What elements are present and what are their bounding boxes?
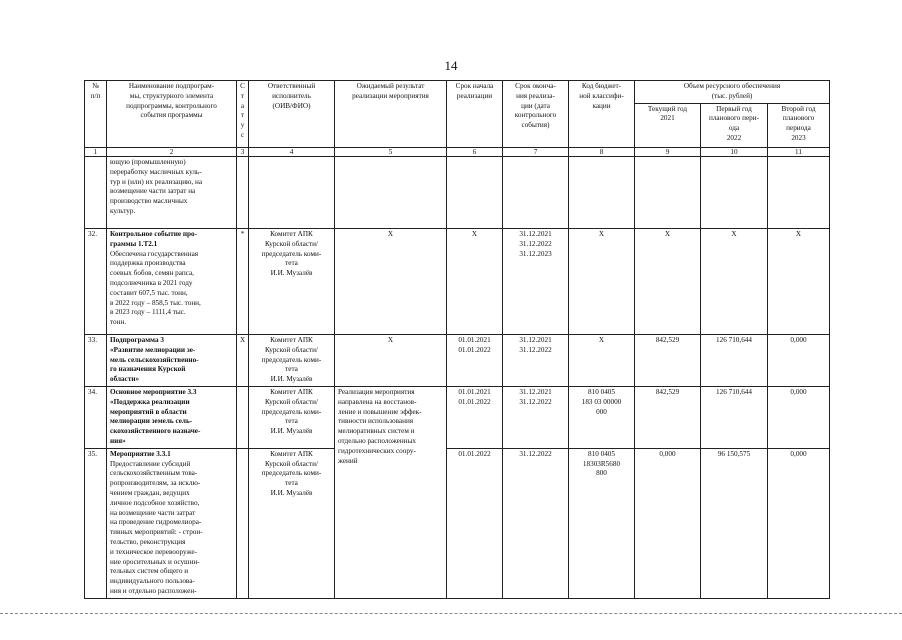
text-line: 2023 (791, 133, 806, 142)
text-line: мелиорации земель сель- (110, 417, 193, 426)
row-number: 33. (85, 335, 107, 387)
text-line: ции (дата (521, 101, 550, 110)
text-line: граммы 1.Т2.1 (110, 239, 158, 248)
amount-2023: 0,000 (768, 448, 830, 598)
text-line: тета (285, 417, 298, 426)
text-line: кации (592, 101, 611, 110)
executor-cell (249, 335, 335, 387)
text-line: 31.12.2023 (519, 249, 552, 258)
header-year-2022 (701, 103, 768, 147)
col-number: 9 (635, 147, 701, 157)
text-line: скохозяйственного назначе- (110, 427, 201, 436)
text-line: 31.12.2022 (519, 239, 552, 248)
text-line: тивности использования (338, 417, 414, 426)
header-volume (635, 81, 830, 104)
col-number: 4 (249, 147, 335, 157)
text-line: 810 0405 (588, 449, 615, 458)
text-line: индивидуального пользова- (110, 577, 195, 586)
row-number: 32. (85, 229, 107, 335)
text-line: в 2022 году – 858,5 тыс. тонн, (110, 298, 201, 307)
text-line: (ОИВ/ФИО) (272, 101, 311, 110)
text-line: 31.12.2022 (519, 397, 552, 406)
text-line: а (240, 101, 245, 110)
text-line: т (240, 111, 245, 120)
text-line: контрольного (514, 111, 557, 120)
text-line: подсолнечника в 2021 году (110, 279, 193, 288)
text-line: планового (782, 114, 815, 123)
amount-2023: 0,000 (768, 387, 830, 449)
text-line: тур и (или) их реализацию, на (110, 177, 203, 186)
result-cell (335, 387, 447, 599)
text-line: события) (521, 121, 550, 130)
text-line: ной классифи- (579, 91, 624, 100)
text-line: ление и повышение эффек- (338, 407, 422, 416)
text-line: 01.01.2021 (458, 388, 491, 397)
text-line: гидротехнических соору- (338, 446, 416, 455)
text-line: И.И. Музалёв (270, 489, 313, 498)
code-cell: X (569, 335, 635, 387)
text-line: го назначения Курской (110, 365, 186, 374)
col-number: 11 (768, 147, 830, 157)
header-year-2023 (768, 103, 830, 147)
name-cell (107, 157, 237, 229)
text-line: И.И. Музалёв (270, 427, 313, 436)
text-line: чением граждан, ведущих (110, 489, 190, 498)
text-line: направлена на восстанов- (338, 397, 417, 406)
header-code (569, 81, 635, 148)
text-line: «Поддержка реализации (110, 397, 190, 406)
text-line: ния реализа- (516, 91, 555, 100)
text-line: 31.12.2021 (519, 230, 552, 239)
start-cell (447, 387, 503, 449)
end-cell (503, 335, 569, 387)
col-number: 6 (447, 147, 503, 157)
text-line: Мероприятие 3.3.1 (110, 449, 171, 458)
start-cell: 01.01.2022 (447, 448, 503, 598)
text-line: Курской области/ (264, 397, 319, 406)
text-line: п/п (90, 91, 101, 100)
text-line: поддержка производства (110, 259, 186, 268)
text-line: 01.01.2022 (458, 397, 491, 406)
text-line: события программы (140, 111, 203, 120)
text-line: сельскохозяйственным това- (110, 469, 198, 478)
text-line: Код бюджет- (581, 82, 622, 90)
text-line: 31.12.2021 (519, 336, 552, 345)
amount-2022: X (701, 229, 768, 335)
col-number: 3 (237, 147, 249, 157)
text-line: на возмещение части затрат (110, 508, 196, 517)
end-cell: 31.12.2022 (503, 448, 569, 598)
text-line: жений (338, 456, 358, 465)
text-line: подпрограммы, контрольного (126, 101, 217, 110)
result-cell: X (335, 335, 447, 387)
text-line: Предоставление субсидий (110, 459, 191, 468)
text-line: ние оросительных и осушин- (110, 557, 200, 566)
text-line: 01.01.2021 (458, 336, 491, 345)
text-line: отдельно расположенных (338, 437, 416, 446)
col-number: 2 (107, 147, 237, 157)
text-line: реализации мероприятия (352, 91, 429, 100)
text-line: тета (285, 259, 298, 268)
header-status (237, 81, 249, 148)
text-line: Реализация мероприятия (338, 388, 415, 397)
status-cell: X (237, 335, 249, 387)
text-line: и техническое перевооруже- (110, 547, 197, 556)
text-line: тета (285, 479, 298, 488)
name-cell (107, 448, 237, 598)
col-number: 8 (569, 147, 635, 157)
amount-2023: X (768, 229, 830, 335)
scan-edge-line (0, 613, 902, 614)
text-line: составит 607,5 тыс. тонн, (110, 288, 188, 297)
amount-2023: 0,000 (768, 335, 830, 387)
text-line: области» (110, 375, 140, 384)
text-line: мель сельскохозяйственно- (110, 355, 199, 364)
text-line: Комитет АПК (270, 388, 313, 397)
text-line: Ответственный (267, 82, 316, 90)
text-line: Текущий год (647, 104, 688, 113)
executor-cell (249, 387, 335, 449)
table-row (85, 335, 830, 387)
text-line: 800 (596, 469, 607, 478)
text-line: ющую (промышленную) (110, 158, 186, 167)
text-line: личное подсобное хозяйство, (110, 498, 200, 507)
text-line: мероприятий в области (110, 407, 187, 416)
text-line: Комитет АПК (270, 449, 313, 458)
row-number: 35. (85, 448, 107, 598)
text-line: Ожидаемый результат (356, 82, 425, 90)
header-executor (249, 81, 335, 148)
code-cell (569, 387, 635, 449)
text-line: соевых бобов, семян рапса, (110, 269, 194, 278)
text-line: председатель коми- (261, 355, 322, 364)
text-line: тельство, реконструкция (110, 538, 186, 547)
text-line: Контрольное событие про- (110, 230, 198, 239)
header-num (85, 81, 107, 148)
text-line: Основное мероприятие 3.3 (110, 388, 197, 397)
table-row (85, 448, 830, 598)
text-line: периода (786, 124, 811, 133)
amount-2021: 842,529 (635, 335, 701, 387)
text-line: 31.12.2022 (519, 345, 552, 354)
text-line: планового пери- (708, 114, 760, 123)
text-line: мы, структурного элемента (129, 91, 214, 100)
text-line: мелиоративных систем и (338, 427, 415, 436)
status-cell: * (237, 229, 249, 335)
header-start (447, 81, 503, 148)
text-line: ода (728, 124, 740, 133)
text-line: Второй год (781, 104, 816, 113)
amount-2022: 96 150,575 (701, 448, 768, 598)
col-number: 10 (701, 147, 768, 157)
text-line: производство масличных (110, 197, 188, 206)
col-number: 5 (335, 147, 447, 157)
name-cell (107, 335, 237, 387)
start-cell (447, 335, 503, 387)
text-line: 2021 (660, 114, 675, 123)
text-line: 000 (596, 407, 607, 416)
text-line: в 2023 году – 1111,4 тыс. (110, 308, 186, 317)
code-cell (569, 448, 635, 598)
text-line: Курской области/ (264, 345, 319, 354)
text-line: возмещение части затрат на (110, 187, 196, 196)
text-line: № (92, 82, 99, 90)
table-row (85, 229, 830, 335)
start-cell: X (447, 229, 503, 335)
text-line: С (240, 82, 245, 90)
end-cell (503, 229, 569, 335)
text-line: председатель коми- (261, 469, 322, 478)
text-line: Обеспечена государственная (110, 249, 199, 258)
text-line: переработку масличных куль- (110, 167, 202, 176)
text-line: 810 0405 (588, 388, 615, 397)
name-cell (107, 229, 237, 335)
text-line: «Развитие мелиорации зе- (110, 345, 196, 354)
col-number: 7 (503, 147, 569, 157)
program-table (84, 80, 830, 599)
text-line: тивных мероприятий: - строи- (110, 528, 203, 537)
text-line: Курской области/ (264, 459, 319, 468)
text-line: Комитет АПК (270, 336, 313, 345)
row-number: 34. (85, 387, 107, 449)
executor-cell (249, 448, 335, 598)
text-line: Подпрограмма 3 (110, 336, 164, 345)
text-line: Первый год (716, 104, 752, 113)
amount-2022: 126 710,644 (701, 335, 768, 387)
executor-cell (249, 229, 335, 335)
header-year-2021 (635, 103, 701, 147)
text-line: Объем ресурсного обеспечения (683, 82, 781, 90)
text-line: (тыс. рублей) (711, 91, 753, 100)
text-line: председатель коми- (261, 407, 322, 416)
text-line: 01.01.2022 (458, 345, 491, 354)
text-line: 18303R5680 (582, 459, 621, 468)
text-line: т (240, 91, 245, 100)
end-cell (503, 387, 569, 449)
text-line: культур. (110, 207, 136, 216)
text-line: И.И. Музалёв (270, 375, 313, 384)
text-line: 2022 (726, 133, 742, 142)
amount-2021: X (635, 229, 701, 335)
text-line: тонн. (110, 318, 127, 327)
text-line: Комитет АПК (270, 230, 313, 239)
col-number: 1 (85, 147, 107, 157)
text-line: 31.12.2021 (519, 388, 552, 397)
amount-2021: 842,529 (635, 387, 701, 449)
result-cell: X (335, 229, 447, 335)
text-line: ния и отдельно расположен- (110, 587, 197, 596)
text-line: председатель коми- (261, 249, 322, 258)
text-line: Срок начала (455, 82, 494, 90)
text-line: Наименование подпрограм- (128, 82, 215, 90)
text-line: Срок оконча- (515, 82, 556, 90)
text-line: тета (285, 365, 298, 374)
text-line: ропроизводителям, за исклю- (110, 479, 201, 488)
code-cell: X (569, 229, 635, 335)
header-result (335, 81, 447, 148)
table-row (85, 157, 830, 229)
text-line: на проведение гидромелиора- (110, 518, 202, 527)
table-row (85, 387, 830, 449)
text-line: Курской области/ (264, 239, 319, 248)
name-cell (107, 387, 237, 449)
text-line: реализации (456, 91, 493, 100)
text-line: с (240, 130, 245, 139)
text-line: тельных систем общего и (110, 567, 189, 576)
text-line: 183 03 00000 (581, 397, 622, 406)
amount-2021: 0,000 (635, 448, 701, 598)
text-line: у (240, 121, 245, 130)
text-line: ния» (110, 437, 126, 446)
amount-2022: 126 710,644 (701, 387, 768, 449)
page-number: 14 (444, 58, 458, 73)
text-line: исполнитель (272, 91, 311, 100)
header-end (503, 81, 569, 148)
text-line: И.И. Музалёв (270, 269, 313, 278)
header-name (107, 81, 237, 148)
